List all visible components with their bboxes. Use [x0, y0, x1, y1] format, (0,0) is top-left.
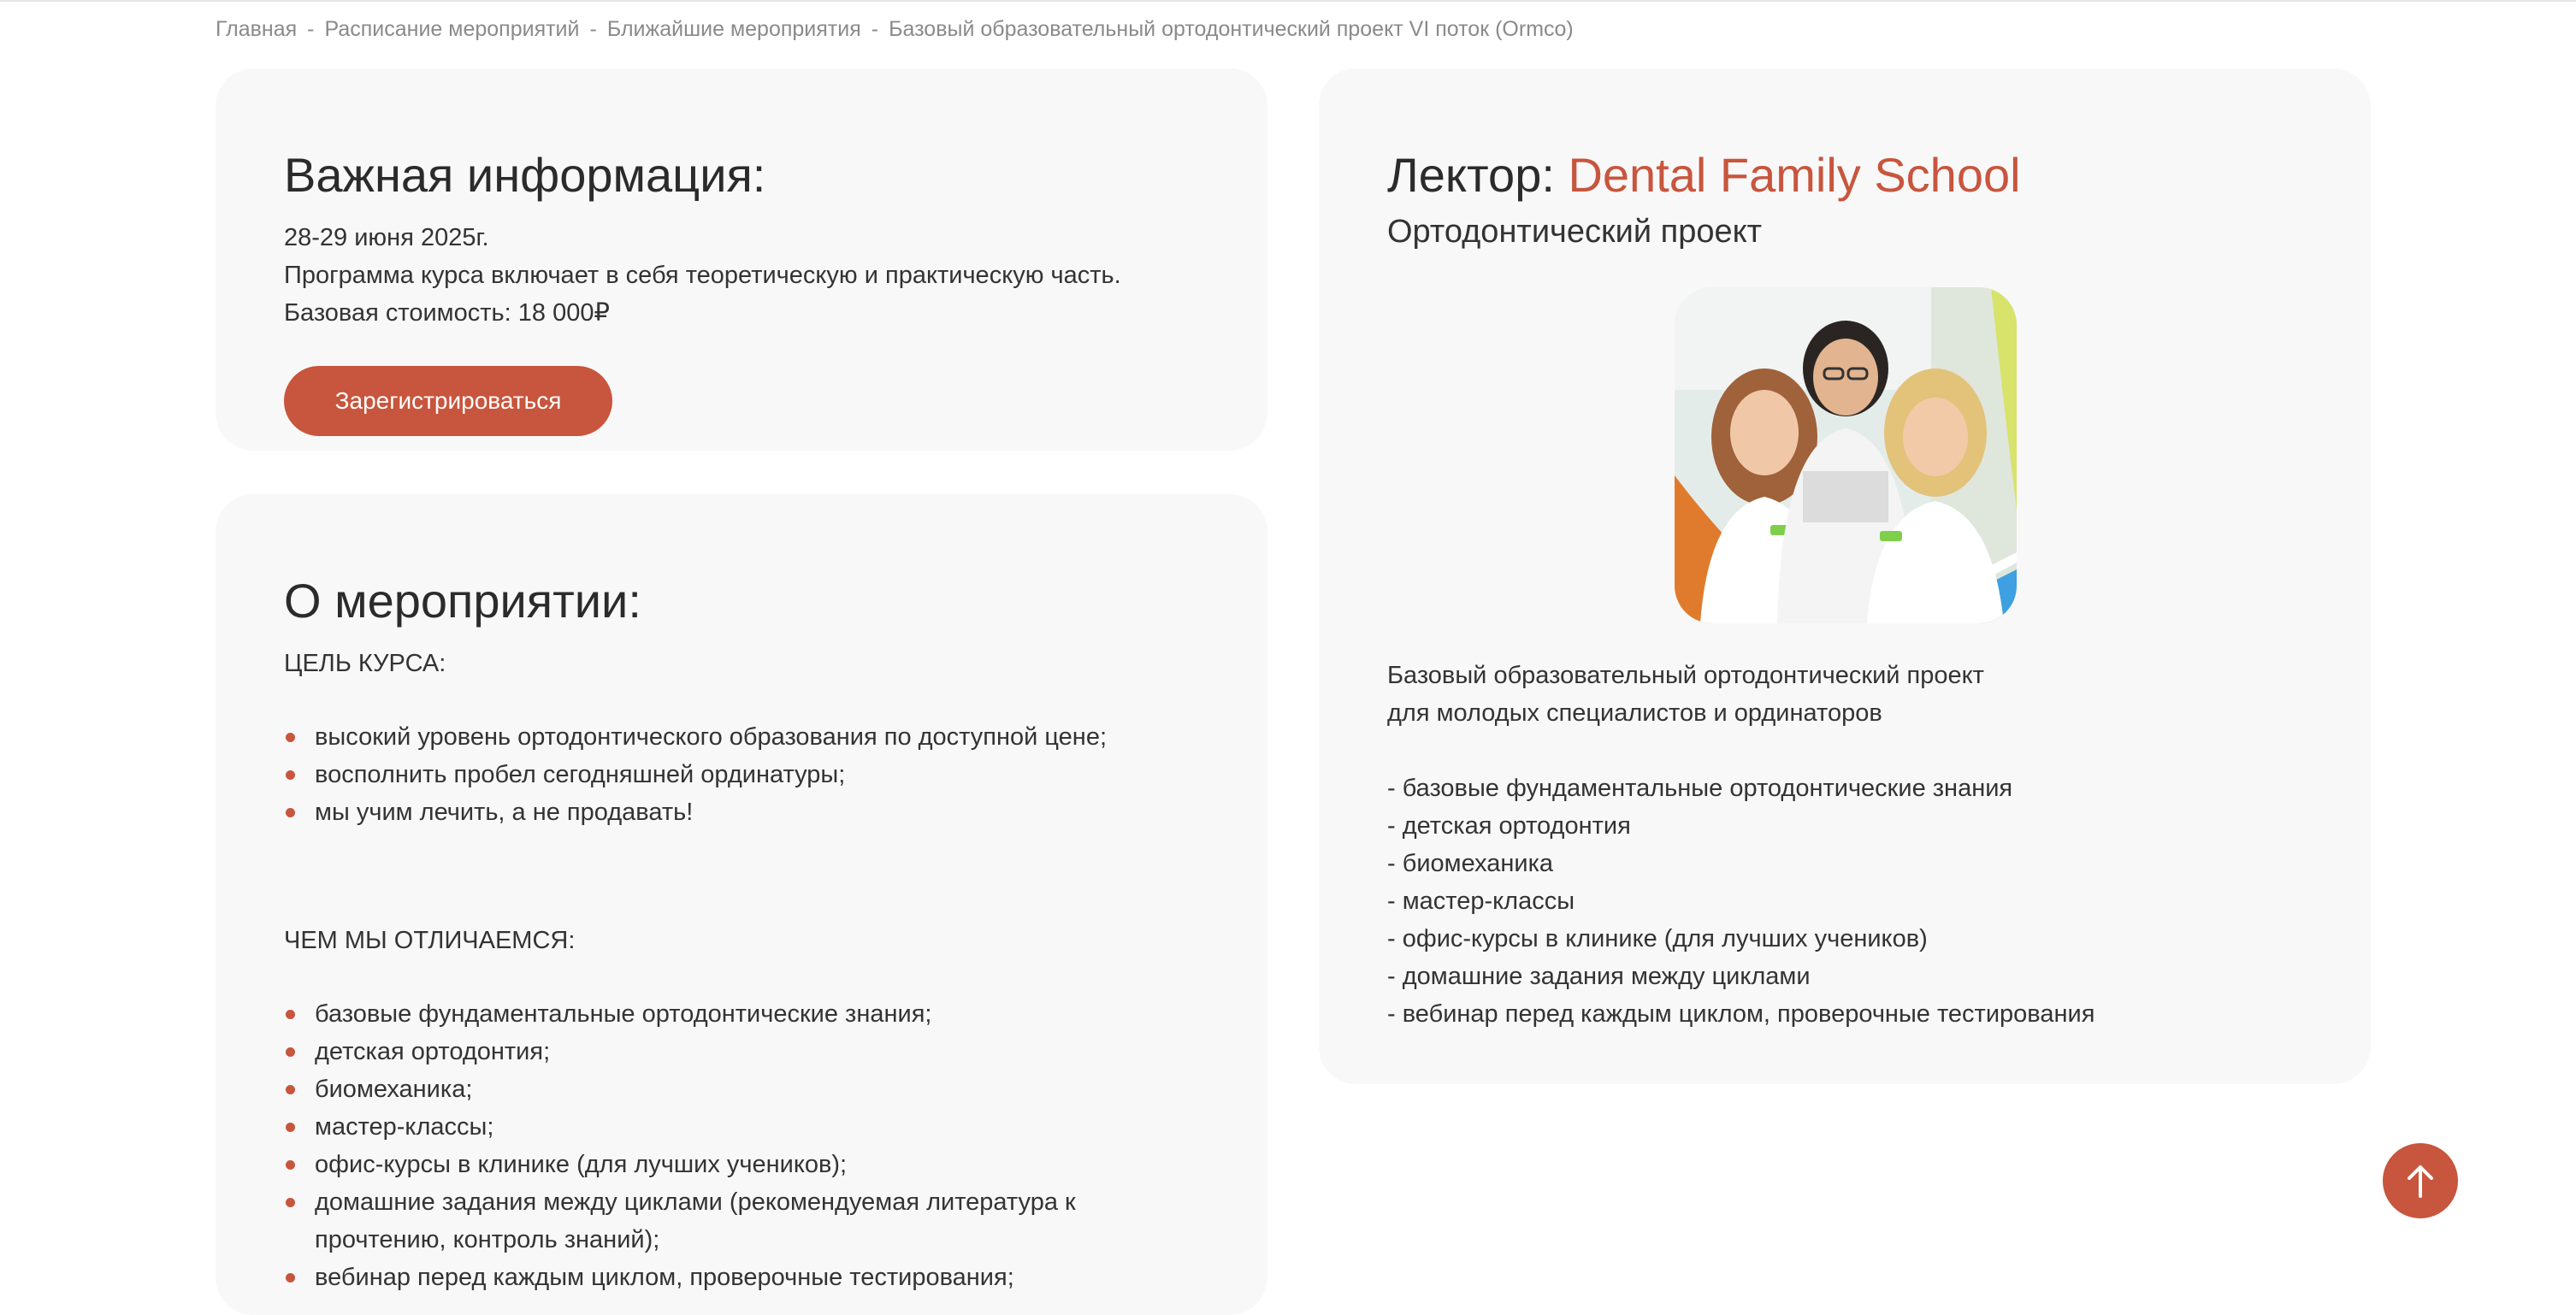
list-item: домашние задания между циклами (рекомендуемая литература к прочтению, контроль знаний);: [284, 1183, 1139, 1259]
lector-heading: [1387, 147, 2021, 203]
breadcrumb-upcoming[interactable]: Ближайшие мероприятия: [606, 17, 861, 41]
list-item: мастер-классы;: [284, 1108, 1139, 1146]
differences-list: [284, 995, 1139, 1296]
list-item: детская ортодонтия;: [284, 1033, 1139, 1070]
description-line: - детская ортодонтия: [1387, 812, 1631, 840]
description-line: [1387, 732, 2094, 770]
lector-card: [1319, 68, 2371, 1084]
list-item: базовые фундаментальные ортодонтические знания;: [284, 995, 1139, 1033]
program-description: Программа курса включает в себя теоретическую и практическую часть.: [284, 262, 1121, 289]
breadcrumb-separator: -: [589, 17, 597, 41]
description-line: - мастер-классы: [1387, 887, 1575, 915]
difference-heading: ЧЕМ МЫ ОТЛИЧАЕМСЯ:: [284, 927, 576, 954]
list-item: высокий уровень ортодонтического образования по доступной цене;: [284, 718, 1191, 756]
important-info-card: [216, 68, 1267, 451]
lector-subtitle: Ортодонтический проект: [1387, 214, 1763, 250]
list-item: мы учим лечить, а не продавать!: [284, 793, 1191, 831]
description-line: для молодых специалистов и ординаторов: [1387, 699, 1882, 727]
lector-description: [1387, 657, 2094, 1033]
list-item: вебинар перед каждым циклом, проверочные тестирования;: [284, 1259, 1139, 1296]
top-divider: [0, 0, 2576, 2]
list-item: восполнить пробел сегодняшней ординатуры;: [284, 756, 1191, 793]
breadcrumb-home[interactable]: Главная: [216, 17, 298, 41]
description-line: - офис-курсы в клинике (для лучших учеников): [1387, 925, 1928, 952]
breadcrumb: [216, 17, 1574, 42]
breadcrumb-separator: -: [871, 17, 879, 41]
arrow-up-icon: [2383, 1143, 2458, 1218]
register-button[interactable]: Зарегистрироваться: [284, 366, 612, 436]
description-line: - вебинар перед каждым циклом, проверочные тестирования: [1387, 1000, 2095, 1028]
about-event-card: [216, 494, 1267, 1315]
description-line: - базовые фундаментальные ортодонтические знания: [1387, 775, 2013, 802]
breadcrumb-separator: -: [307, 17, 315, 41]
lector-prefix: Лектор:: [1387, 148, 1555, 202]
base-price: Базовая стоимость: 18 000₽: [284, 299, 610, 327]
about-title: О мероприятии:: [284, 574, 641, 628]
description-line: - домашние задания между циклами: [1387, 963, 1811, 990]
info-title: Важная информация:: [284, 148, 766, 202]
list-item: биомеханика;: [284, 1070, 1139, 1108]
breadcrumb-current: Базовый образовательный ортодонтический проект VI поток (Ormco): [889, 17, 1574, 41]
goals-list: [284, 718, 1191, 831]
event-date: 28-29 июня 2025г.: [284, 224, 489, 251]
goal-heading: ЦЕЛЬ КУРСА:: [284, 650, 446, 677]
lecturers-photo: [1675, 287, 2017, 623]
lecturers-photo-illustration: [1675, 287, 2017, 623]
scroll-to-top-button[interactable]: [2383, 1143, 2458, 1218]
description-line: Базовый образовательный ортодонтический проект: [1387, 662, 1984, 689]
description-line: - биомеханика: [1387, 850, 1554, 877]
list-item: офис-курсы в клинике (для лучших учеников);: [284, 1146, 1139, 1183]
lector-name-link[interactable]: Dental Family School: [1568, 148, 2021, 202]
breadcrumb-schedule[interactable]: Расписание мероприятий: [324, 17, 580, 41]
